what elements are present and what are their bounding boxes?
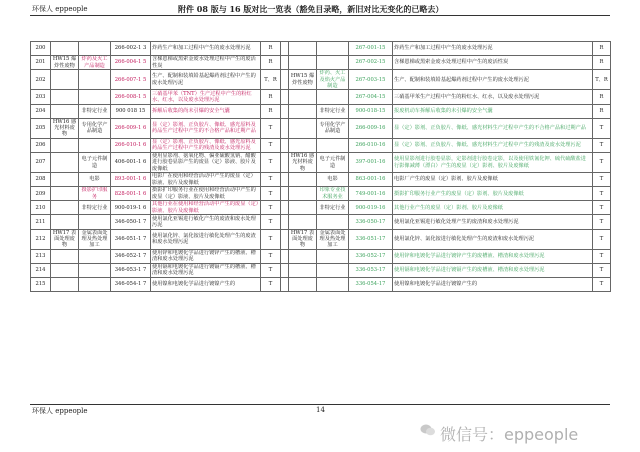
row-number: 205 (31, 118, 51, 138)
new-code: 336-054-17 (349, 277, 393, 291)
new-category (289, 215, 317, 229)
old-code: 266-008-1 5 (111, 90, 151, 104)
old-description: 含梯恩梯或黑索金废水处理过程中产生的废活性炭 (151, 56, 261, 70)
new-description: 显（定）影剂、正负胶片、像纸、感光材料生产过程中产生的残渣及废水处理污泥 (393, 138, 593, 152)
old-category (51, 263, 79, 277)
new-description: 使用显影剂进行胶卷显影，定影剂进行胶卷定影，以及使用铁氰化钾、硫代硫酸盐进行影像减薄（漂白）产生的废显（定）影剂、胶片及废像纸 (393, 152, 593, 172)
old-category (51, 215, 79, 229)
new-code: 336-053-17 (349, 263, 393, 277)
new-code: 267-002-15 (349, 56, 393, 70)
new-property: R (593, 42, 611, 56)
new-property: T (593, 201, 611, 215)
old-industry (79, 70, 111, 90)
new-description: 三硝基甲苯生产过程中产生的粉红水、红水，以及废水处理污泥 (393, 90, 593, 104)
new-property: R (593, 104, 611, 118)
spacer (281, 152, 289, 172)
new-industry: 电影 (317, 173, 349, 187)
old-code: 346-052-1 7 (111, 249, 151, 263)
old-description: 使用锌和电镀化学品进行镀锌产生的槽液、槽渣和废水处理污泥 (151, 249, 261, 263)
old-description: 生产、配制和装填铅基起爆药剂过程中产生的废水处理污泥 (151, 70, 261, 90)
row-number: 214 (31, 263, 51, 277)
new-code: 267-001-15 (349, 42, 393, 56)
old-code: 346-054-1 7 (111, 277, 151, 291)
new-code: 336-052-17 (349, 249, 393, 263)
table-row (31, 104, 611, 118)
new-code: 749-001-16 (349, 187, 393, 201)
new-category: HW15 爆炸性废物 (289, 70, 317, 90)
table-row (31, 152, 611, 172)
old-code: 346-050-1 7 (111, 215, 151, 229)
spacer (281, 263, 289, 277)
new-code: 266-010-16 (349, 138, 393, 152)
new-industry (317, 138, 349, 152)
spacer (281, 42, 289, 56)
old-description: 使用显影剂、氨氧化物、偏亚硫酸氢钠、醋酸进行胶卷显影产生的废显（定）影液、胶片及废像纸 (151, 152, 261, 172)
old-property: T (261, 229, 281, 249)
old-property: T (261, 187, 281, 201)
new-description: 炸药生产和加工过程中产生的废水处理污泥 (393, 42, 593, 56)
new-property: R (593, 56, 611, 70)
new-industry (317, 277, 349, 291)
new-description: 电影厂产生的废显（定）影剂、胶片及废像纸 (393, 173, 593, 187)
new-description: 摄影扩印服务行业产生的废显（定）影剂、胶片及废像纸 (393, 187, 593, 201)
row-number: 212 (31, 229, 51, 249)
new-property: T (593, 118, 611, 138)
new-category (289, 42, 317, 56)
spacer (281, 173, 289, 187)
new-category (289, 56, 317, 70)
old-category: HW16 感光材料废物 (51, 118, 79, 138)
old-description: 摄影扩印服务行业在使用和经营活动中产生的废显（定）影液、胶片及废像纸 (151, 187, 261, 201)
old-category (51, 249, 79, 263)
spacer (281, 187, 289, 201)
old-property: T (261, 138, 281, 152)
spacer (281, 277, 289, 291)
old-property: R (261, 104, 281, 118)
old-description: 电影厂在使用和经营活动中产生的废显（定）影液、胶片及废像纸 (151, 173, 261, 187)
old-category (51, 42, 79, 56)
old-code: 900-019-1 6 (111, 201, 151, 215)
spacer (281, 138, 289, 152)
old-industry (79, 249, 111, 263)
spacer (281, 104, 289, 118)
table-row (31, 118, 611, 138)
old-property: T (261, 201, 281, 215)
old-description: 使用镉和电镀化学品进行镀镉产生的槽液、槽渣和废水处理污泥 (151, 263, 261, 277)
new-description: 含梯恩梯或黑索金废水处理过程中产生的废活性炭 (393, 56, 593, 70)
old-property: T、R (261, 70, 281, 90)
new-category (289, 173, 317, 187)
old-property: T (261, 249, 281, 263)
new-description: 使用氯化亚锡进行敏化处理产生的废渣和废水处理污泥 (393, 215, 593, 229)
old-description: 三硝基甲苯（TNT）生产过程中产生的粉红水、红水，以及废水处理污泥 (151, 90, 261, 104)
table-row (31, 263, 611, 277)
row-number: 207 (31, 152, 51, 172)
old-code: 266-002-1 3 (111, 42, 151, 56)
new-description: 使用氯化锌、氯化铵进行敏化处理产生的废渣和废水处理污泥 (393, 229, 593, 249)
old-property: T (261, 277, 281, 291)
new-industry: 炸药、火工及焰火产品制造 (317, 70, 349, 90)
new-industry: 金属表面处理及热处理加工 (317, 229, 349, 249)
old-description: 使用镍和电镀化学品进行镀镍产生的 (151, 277, 261, 291)
new-code: 266-009-16 (349, 118, 393, 138)
table-row (31, 56, 611, 70)
old-property: T (261, 173, 281, 187)
new-industry: 非特定行业 (317, 201, 349, 215)
wechat-icon (420, 423, 436, 437)
spacer (281, 70, 289, 90)
table-row (31, 277, 611, 291)
new-description: 生产、配制和装填铅基起爆药剂过程中产生的废水处理污泥 (393, 70, 593, 90)
new-category: HW16 感光材料废物 (289, 152, 317, 172)
table-row (31, 215, 611, 229)
row-number: 209 (31, 187, 51, 201)
new-description: 使用锌和电镀化学品进行镀锌产生的废槽液、槽渣和废水处理污泥 (393, 249, 593, 263)
new-industry: 非特定行业 (317, 104, 349, 118)
new-industry (317, 42, 349, 56)
new-property: T (593, 277, 611, 291)
table-row (31, 229, 611, 249)
new-description: 使用镍和电镀化学品进行镀镍产生的 (393, 277, 593, 291)
spacer (281, 249, 289, 263)
new-category (289, 90, 317, 104)
new-category (289, 249, 317, 263)
old-code: 266-004-1 5 (111, 56, 151, 70)
row-number: 206 (31, 138, 51, 152)
old-code: 266-007-1 5 (111, 70, 151, 90)
new-property: T (593, 173, 611, 187)
new-industry: 印象专业技术服务业 (317, 187, 349, 201)
new-property: T (593, 249, 611, 263)
spacer (281, 118, 289, 138)
footer-rule (30, 404, 610, 405)
old-category (51, 201, 79, 215)
new-code: 900-018-15 (349, 104, 393, 118)
new-code: 900-019-16 (349, 201, 393, 215)
row-number: 213 (31, 249, 51, 263)
old-industry: 专用化学产品制造 (79, 118, 111, 138)
watermark: 微信号：eppeople (440, 425, 579, 444)
old-category: HW17 表面处理废物 (51, 229, 79, 249)
old-industry (79, 215, 111, 229)
old-industry: 炸药及火工产品制造 (79, 56, 111, 70)
new-property: T (593, 263, 611, 277)
old-code: 406-001-1 6 (111, 152, 151, 172)
old-code: 828-001-1 6 (111, 187, 151, 201)
table-row (31, 42, 611, 56)
old-property: R (261, 56, 281, 70)
new-code: 267-004-15 (349, 90, 393, 104)
new-property: T (593, 187, 611, 201)
new-category (289, 263, 317, 277)
old-industry (79, 42, 111, 56)
row-number: 200 (31, 42, 51, 56)
old-category (51, 277, 79, 291)
table-row (31, 201, 611, 215)
header-rule (30, 15, 610, 16)
old-category (51, 70, 79, 90)
new-industry (317, 56, 349, 70)
table-row (31, 187, 611, 201)
old-property: T (261, 118, 281, 138)
new-industry (317, 249, 349, 263)
new-category (289, 201, 317, 215)
old-category (51, 152, 79, 172)
new-category (289, 138, 317, 152)
old-description: 显（定）影剂、正负胶片、像纸、感光原料及药品生产过程中产生的残渣及废水处理污泥 (151, 138, 261, 152)
new-category (289, 277, 317, 291)
new-category (289, 118, 317, 138)
comparison-table (30, 41, 611, 292)
old-property: T (261, 263, 281, 277)
new-code: 336-051-17 (349, 229, 393, 249)
new-industry (317, 215, 349, 229)
old-industry: 非特定行业 (79, 201, 111, 215)
page-number: 14 (316, 406, 325, 414)
new-property: R (593, 90, 611, 104)
new-code: 336-050-17 (349, 215, 393, 229)
old-industry (79, 90, 111, 104)
old-category (51, 187, 79, 201)
old-code: 893-001-1 6 (111, 173, 151, 187)
new-description: 显（定）影剂、正负胶片、像纸、感光材料生产过程中产生的不合格产品和过期产品 (393, 118, 593, 138)
old-description: 使用氯化亚锡进行敏化产生的废渣和废水处理污泥 (151, 215, 261, 229)
new-code: 863-001-16 (349, 173, 393, 187)
new-property: T、R (593, 70, 611, 90)
new-category (289, 104, 317, 118)
new-description: 其他行业产生的废显（定）影剂、胶片及废像纸 (393, 201, 593, 215)
old-property: R (261, 90, 281, 104)
old-industry: 金属表面处理及热处理加工 (79, 229, 111, 249)
row-number: 210 (31, 201, 51, 215)
row-number: 202 (31, 70, 51, 90)
row-number: 208 (31, 173, 51, 187)
new-industry (317, 263, 349, 277)
table-row (31, 138, 611, 152)
spacer (281, 215, 289, 229)
spacer (281, 201, 289, 215)
new-industry (317, 90, 349, 104)
old-property: R (261, 42, 281, 56)
old-category (51, 90, 79, 104)
new-property: T (593, 138, 611, 152)
page-title: 附件 08 版与 16 版对比一览表（豁免目录略，新旧对比无变化的已略去） (178, 4, 444, 14)
row-number: 215 (31, 277, 51, 291)
old-industry: 电子元件制造 (79, 152, 111, 172)
row-number: 204 (31, 104, 51, 118)
footer-left: 环保人 eppeople (32, 407, 88, 415)
row-number: 201 (31, 56, 51, 70)
new-industry: 电子元件制造 (317, 152, 349, 172)
old-industry: 非特定行业 (79, 104, 111, 118)
old-industry: 摄影扩印服务 (79, 187, 111, 201)
new-category: HW17 表面处理废物 (289, 229, 317, 249)
new-industry: 专用化学产品制造 (317, 118, 349, 138)
row-number: 203 (31, 90, 51, 104)
old-code: 346-051-1 7 (111, 229, 151, 249)
old-category: HW15 爆炸性废物 (51, 56, 79, 70)
new-property: T (593, 215, 611, 229)
old-description: 炸药生产和加工过程中产生的废水处理污泥 (151, 42, 261, 56)
old-description: 拆解后收集的尚未引爆的安全气囊 (151, 104, 261, 118)
row-number: 211 (31, 215, 51, 229)
header-left: 环保人 eppeople (32, 5, 88, 13)
spacer (281, 90, 289, 104)
old-property: T (261, 152, 281, 172)
old-description: 使用氯化锌、氯化铵进行敏化处理产生的废渣和废水处理污泥 (151, 229, 261, 249)
old-industry (79, 138, 111, 152)
old-industry (79, 263, 111, 277)
new-code: 397-001-16 (349, 152, 393, 172)
new-property: T (593, 152, 611, 172)
table-row (31, 70, 611, 90)
spacer (281, 56, 289, 70)
old-category (51, 138, 79, 152)
new-property: T (593, 229, 611, 249)
table-row (31, 249, 611, 263)
new-description: 使用镉和电镀化学品进行镀镉产生的废槽液、槽渣和废水处理污泥 (393, 263, 593, 277)
new-category (289, 187, 317, 201)
old-property: T (261, 215, 281, 229)
old-description: 显（定）影剂、正负胶片、像纸、感光原料及药品生产过程中产生的不合格产品和过期产品 (151, 118, 261, 138)
old-category (51, 104, 79, 118)
old-code: 266-010-1 6 (111, 138, 151, 152)
new-description: 报废机动车拆解后收集的未引爆的安全气囊 (393, 104, 593, 118)
old-industry: 电影 (79, 173, 111, 187)
new-code: 267-003-15 (349, 70, 393, 90)
old-code: 346-053-1 7 (111, 263, 151, 277)
old-code: 900 018 15 (111, 104, 151, 118)
old-description: 其他行业在使用和经营活动中产生的废显（定）影液、胶片及废像纸 (151, 201, 261, 215)
spacer (281, 229, 289, 249)
table-row (31, 173, 611, 187)
old-code: 266-009-1 6 (111, 118, 151, 138)
old-category (51, 173, 79, 187)
old-industry (79, 277, 111, 291)
table-row (31, 90, 611, 104)
